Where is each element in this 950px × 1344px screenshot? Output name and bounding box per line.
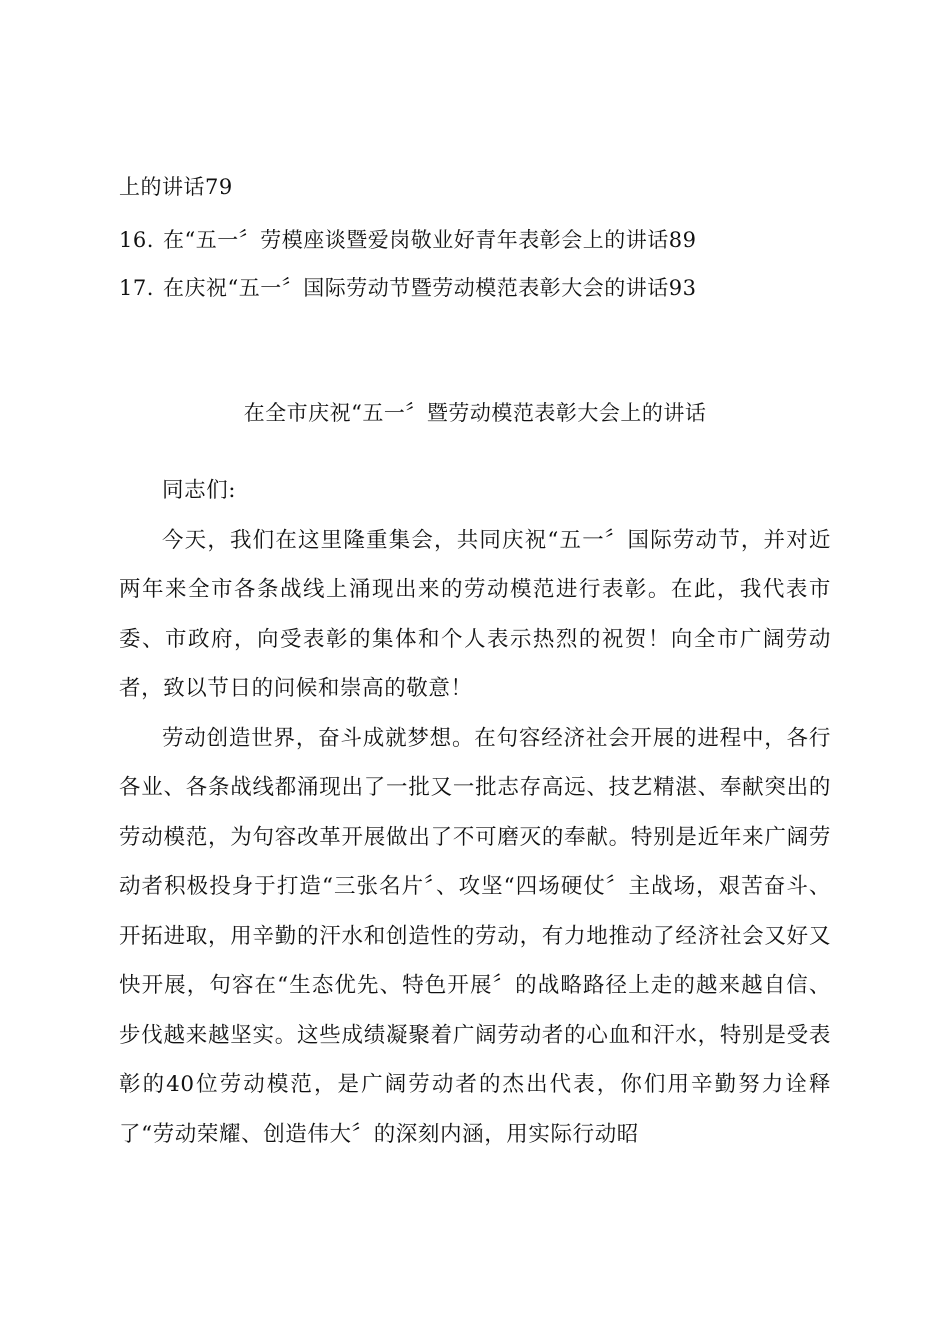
toc-item-text: 在庆祝“五一〞国际劳动节暨劳动模范表彰大会的讲话93 <box>163 276 697 300</box>
speech-body <box>119 466 831 1159</box>
toc-item-number: 16. <box>119 228 154 252</box>
toc-item <box>119 273 696 303</box>
speech-title: 在全市庆祝“五一〞暨劳动模范表彰大会上的讲话 <box>243 401 707 425</box>
paragraph: 今天，我们在这里隆重集会，共同庆祝“五一〞国际劳动节，并对近两年来全市各条战线上涌现出来的劳动模范进行表彰。在此，我代表市委、市政府，向受表彰的集体和个人表示热烈的祝贺！向全市广阔劳动者，致以节日的问候和崇高的敬意！ <box>119 527 831 701</box>
toc-continuation: 上的讲话79 <box>119 175 233 199</box>
toc-item-number: 17. <box>119 276 154 300</box>
greeting: 同志们: <box>162 478 237 503</box>
toc-item-text: 在“五一〞劳模座谈暨爱岗敬业好青年表彰会上的讲话89 <box>163 228 697 252</box>
toc-item <box>119 225 696 255</box>
paragraph: 劳动创造世界，奋斗成就梦想。在句容经济社会开展的进程中，各行各业、各条战线都涌现出了一批又一批志存高远、技艺精湛、奉献突出的劳动模范，为句容改革开展做出了不可磨灭的奉献。特别是近年来广阔劳动者积极投身于打造“三张名片〞、攻坚“四场硬仗〞主战场，艰苦奋斗、开拓进取，用辛勤的汗水和创造性的劳动，有力地推动了经济社会又好又快开展，句容在“生态优先、特色开展〞的战略路径上走的越来越自信、步伐越来越坚实。这些成绩凝聚着广阔劳动者的心血和汗水，特别是受表彰的40位劳动模范，是广阔劳动者的杰出代表，你们用辛勤努力诠释了“劳动荣耀、创造伟大〞的深刻内涵，用实际行动昭 <box>119 725 831 1147</box>
